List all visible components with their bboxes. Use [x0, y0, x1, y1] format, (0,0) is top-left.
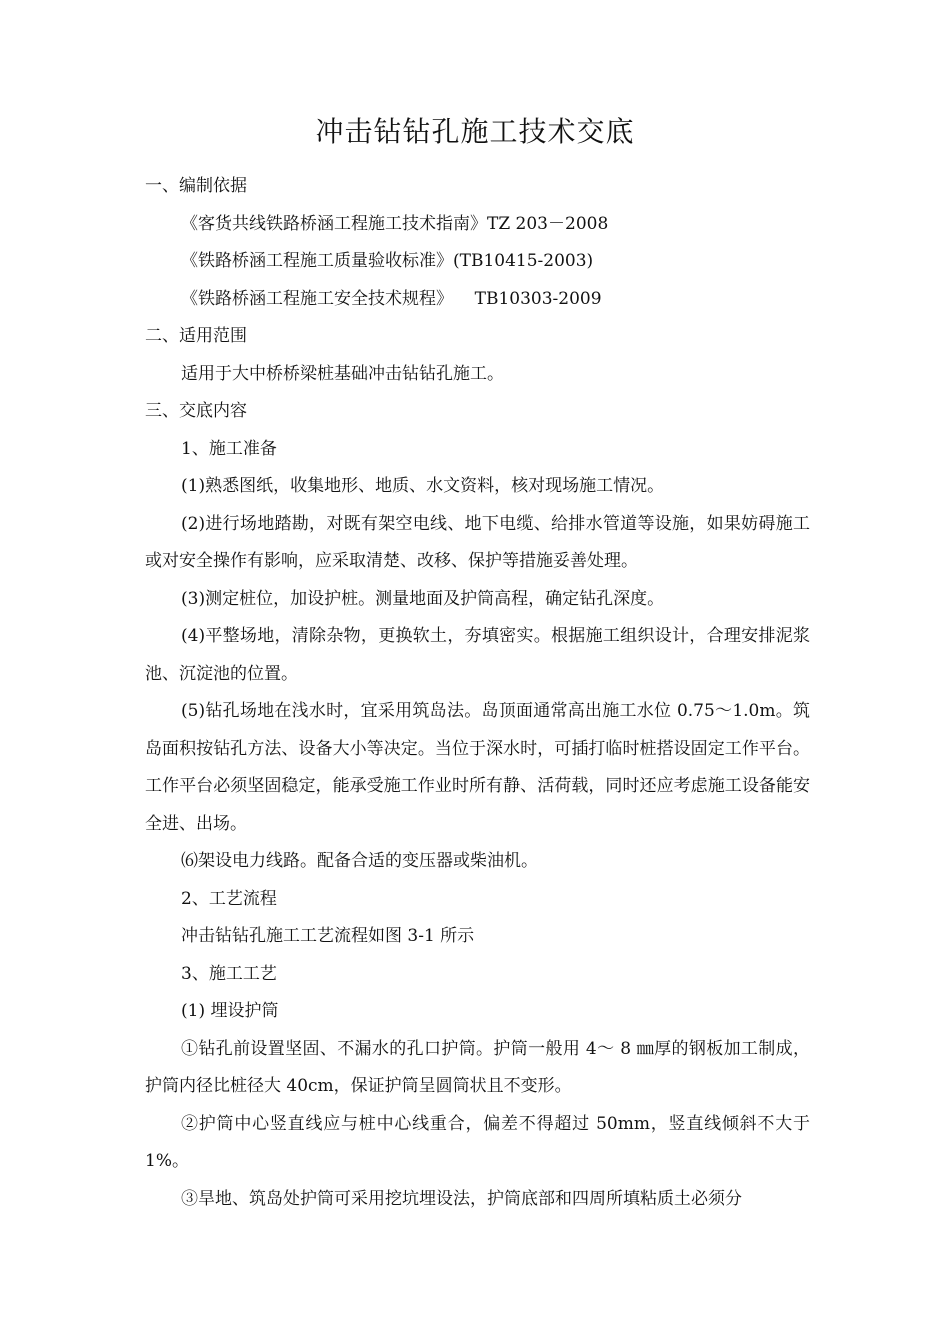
document-body	[145, 168, 810, 1218]
preparation-item: (3)测定桩位，加设护桩。测量地面及护筒高程，确定钻孔深度。	[181, 588, 665, 609]
section-heading-basis: 一、编制依据	[145, 176, 247, 196]
process-flow-text: 冲击钻钻孔施工工艺流程如图 3-1 所示	[181, 926, 475, 946]
reference-item: 《铁路桥涵工程施工安全技术规程》 TB10303-2009	[181, 288, 602, 309]
preparation-item: ⑹架设电力线路。配备合适的变压器或柴油机。	[181, 851, 538, 871]
subsection-heading-construction-process: 3、施工工艺	[181, 963, 277, 984]
casing-item: ①钻孔前设置坚固、不漏水的孔口护筒。护筒一般用 4～ 8 ㎜厚的钢板加工制成，护筒内径比桩径大 40cm，保证护筒呈圆筒状且不变形。	[145, 1038, 810, 1096]
preparation-item: (5)钻孔场地在浅水时，宜采用筑岛法。岛顶面通常高出施工水位 0.75～1.0m。筑岛面积按钻孔方法、设备大小等决定。当位于深水时，可插打临时桩搭设固定工作平台。工作平台必须坚固稳定，能承受施工作业时所有静、活荷载，同时还应考虑施工设备能安全进、出场。	[145, 701, 810, 834]
subsection-heading-preparation: 1、施工准备	[181, 438, 277, 459]
preparation-item: (1)熟悉图纸，收集地形、地质、水文资料，核对现场施工情况。	[181, 476, 665, 496]
subsection-heading-process-flow: 2、工艺流程	[181, 888, 277, 909]
casing-item: ③旱地、筑岛处护筒可采用挖坑埋设法，护筒底部和四周所填粘质土必须分	[181, 1188, 742, 1209]
page-title: 冲击钻钻孔施工技术交底	[315, 115, 635, 148]
preparation-item: (2)进行场地踏勘，对既有架空电线、地下电缆、给排水管道等设施，如果妨碍施工或对安全操作有影响，应采取清楚、改移、保护等措施妥善处理。	[145, 513, 810, 571]
preparation-item: (4)平整场地，清除杂物，更换软土，夯填密实。根据施工组织设计，合理安排泥浆池、沉淀池的位置。	[145, 626, 810, 684]
scope-text: 适用于大中桥桥梁桩基础冲击钻钻孔施工。	[181, 363, 504, 384]
reference-item: 《客货共线铁路桥涵工程施工技术指南》TZ 203－2008	[181, 213, 609, 234]
section-heading-scope: 二、适用范围	[145, 326, 247, 346]
reference-item: 《铁路桥涵工程施工质量验收标准》(TB10415-2003)	[181, 251, 594, 271]
casing-item: ②护筒中心竖直线应与桩中心线重合，偏差不得超过 50mm，竖直线倾斜不大于 1%。	[145, 1113, 810, 1171]
section-heading-content: 三、交底内容	[145, 401, 247, 421]
step-heading-casing: (1) 埋设护筒	[181, 1001, 279, 1021]
